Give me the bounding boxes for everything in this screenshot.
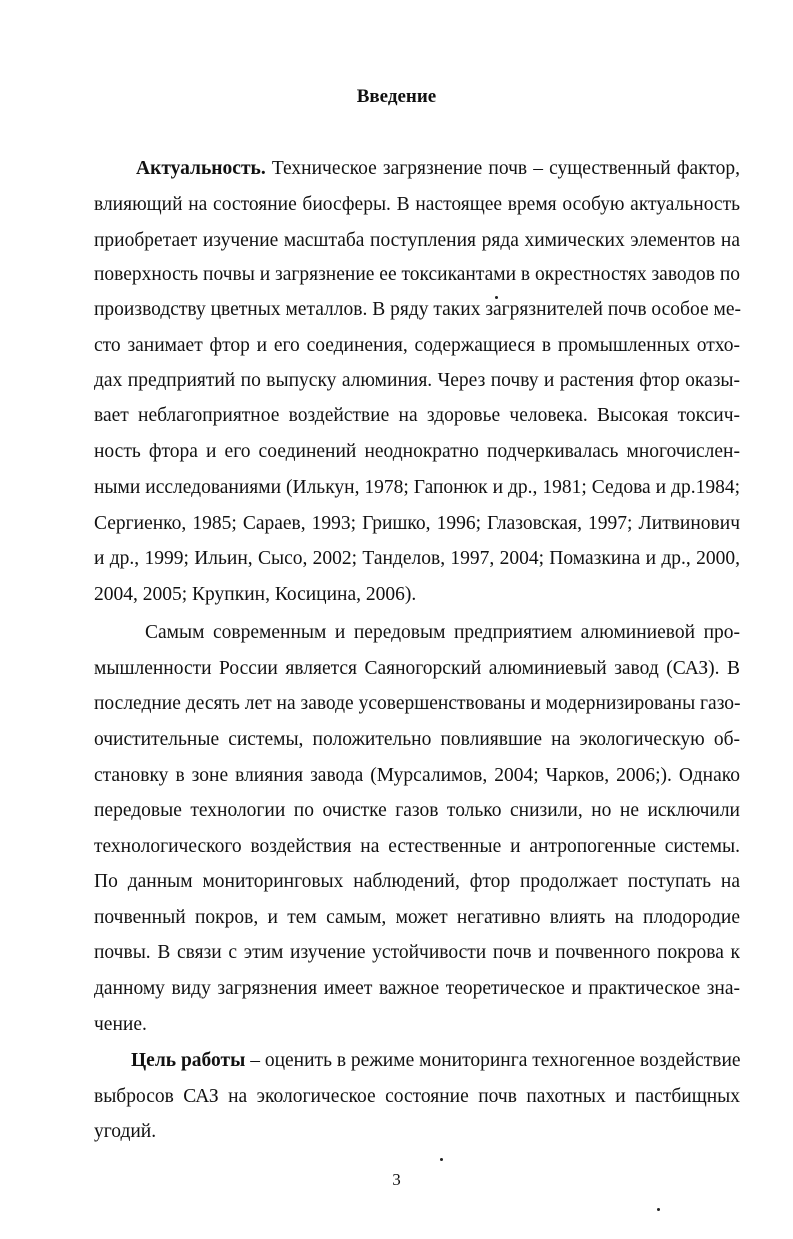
paragraph-line: По данным мониторинговых наблюдений, фтор продолжает поступать на — [94, 871, 740, 892]
paragraph-line: почвенный покров, и тем самым, может негативно влиять на плодородие — [94, 907, 740, 928]
paragraph-line: выбросов САЗ на экологическое состояние почв пахотных и пастбищных — [94, 1086, 740, 1107]
paragraph-line: Сергиенко, 1985; Сараев, 1993; Гришко, 1996; Глазовская, 1997; Литвинович — [94, 513, 740, 534]
paragraph-line: угодий. — [94, 1121, 157, 1142]
paragraph-line: поверхность почвы и загрязнение ее токсикантами в окрестностях заводов по — [94, 264, 741, 285]
paragraph-line: Актуальность. Техническое загрязнение почв – существенный фактор, — [136, 158, 740, 179]
paragraph-line: приобретает изучение масштаба поступления ряда химических элементов на — [94, 230, 740, 251]
paragraph-line: вает неблагоприятное воздействие на здоровье человека. Высокая токсич- — [94, 405, 740, 426]
paragraph-line: 2004, 2005; Крупкин, Косицина, 2006). — [94, 584, 417, 605]
paragraph-line: дах предприятий по выпуску алюминия. Через почву и растения фтор оказы- — [94, 370, 740, 391]
paragraph-line: чение. — [94, 1014, 147, 1035]
scan-speck — [440, 1158, 443, 1161]
page-title: Введение — [356, 86, 437, 107]
paragraph-line: и др., 1999; Ильин, Сысо, 2002; Танделов, 1997, 2004; Помазкина и др., 2000, — [94, 548, 740, 569]
goal-label: Цель работы — [131, 1050, 246, 1071]
paragraph-line: влияющий на состояние биосферы. В настоящее время особую актуальность — [94, 194, 740, 215]
paragraph-line: ность фтора и его соединений неоднократно подчеркивалась многочислен- — [94, 441, 740, 462]
paragraph-line: последние десять лет на заводе усовершенствованы и модернизированы газо- — [94, 693, 741, 714]
scan-speck — [495, 296, 498, 299]
paragraph-line: ными исследованиями (Илькун, 1978; Гапонюк и др., 1981; Седова и др.1984; — [94, 477, 740, 498]
scan-speck — [657, 1208, 660, 1211]
paragraph-line: почвы. В связи с этим изучение устойчивости почв и почвенного покрова к — [94, 942, 740, 963]
paragraph-line: Самым современным и передовым предприятием алюминиевой про- — [145, 622, 740, 643]
paragraph-line: передовые технологии по очистке газов только снизили, но не исключили — [94, 800, 740, 821]
paragraph-line: производству цветных металлов. В ряду таких загрязнителей почв особое ме- — [94, 299, 741, 320]
paragraph-line: технологического воздействия на естественные и антропогенные системы. — [94, 836, 740, 857]
paragraph-line: очистительные системы, положительно повлиявшие на экологическую об- — [94, 729, 740, 750]
paragraph-line: сто занимает фтор и его соединения, содержащиеся в промышленных отхо- — [94, 335, 740, 356]
page-number: 3 — [392, 1170, 401, 1189]
paragraph-line: Цель работы – оценить в режиме мониторинга техногенное воздействие — [131, 1050, 741, 1071]
paragraph-line: данному виду загрязнения имеет важное теоретическое и практическое зна- — [94, 978, 740, 999]
paragraph-line: становку в зоне влияния завода (Мурсалимов, 2004; Чарков, 2006;). Однако — [94, 765, 740, 786]
paragraph-line: мышленности России является Саяногорский алюминиевый завод (САЗ). В — [94, 658, 740, 679]
relevance-label: Актуальность. — [136, 158, 266, 179]
